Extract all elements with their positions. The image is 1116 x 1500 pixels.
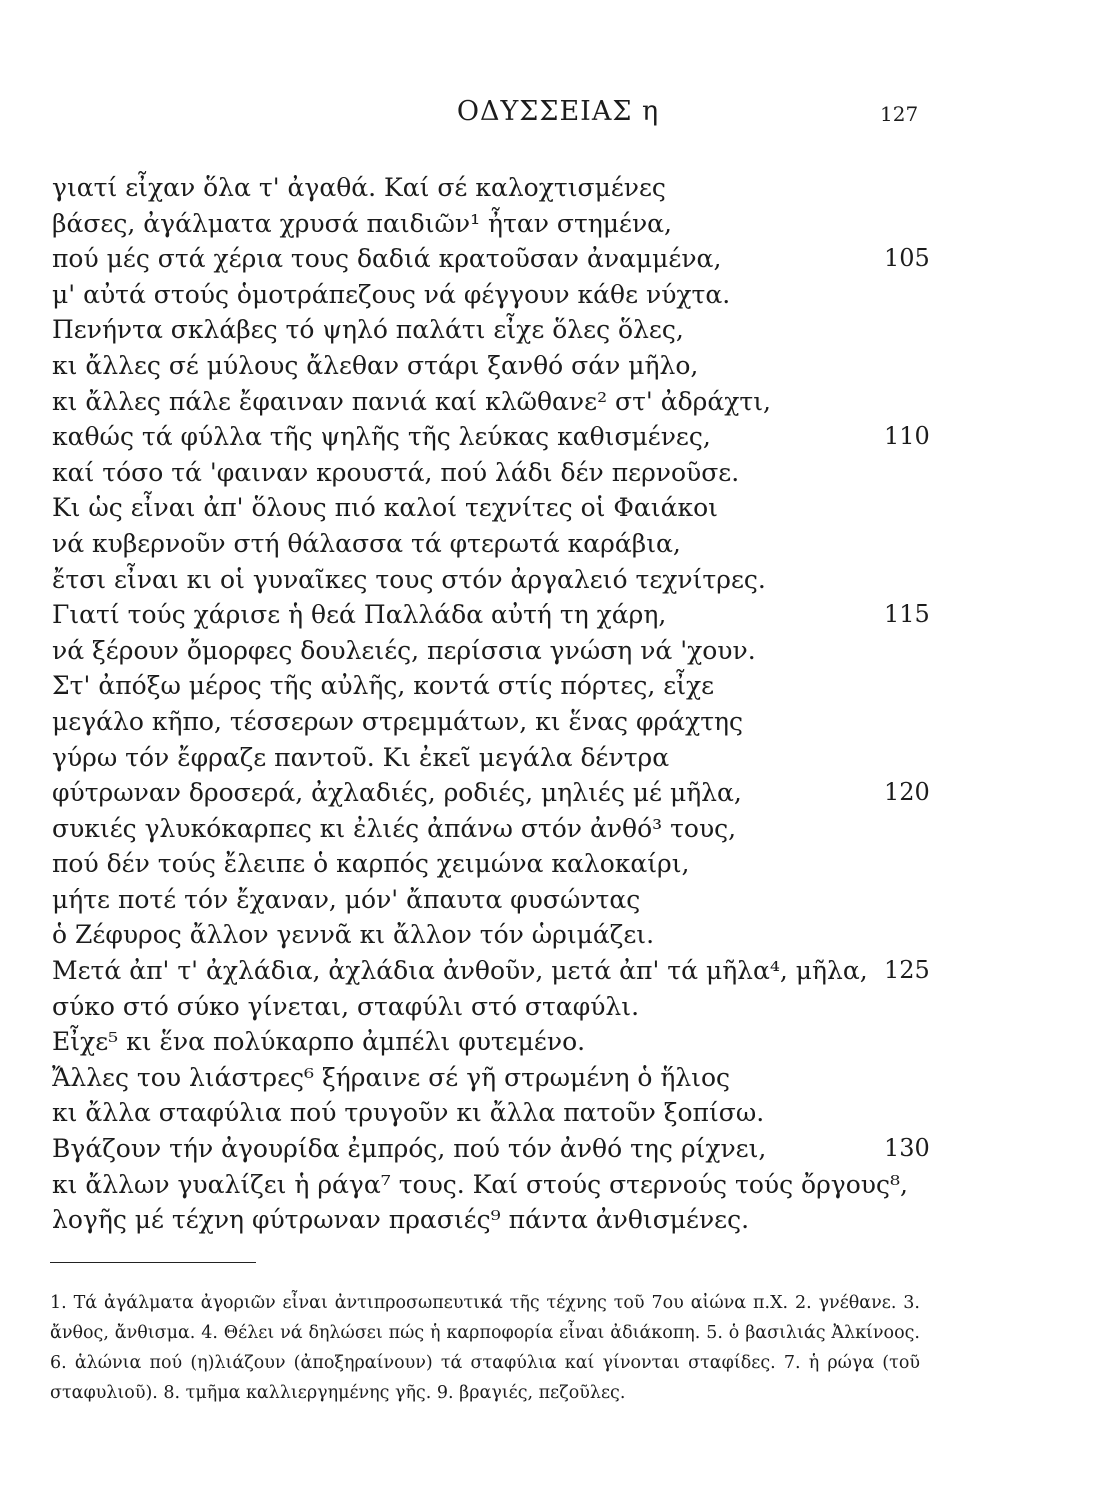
verse-text: πού δέν τούς ἔλειπε ὁ καρπός χειμώνα καλοκαίρι, xyxy=(52,849,690,879)
verse-line xyxy=(52,917,932,953)
line-number: 105 xyxy=(884,244,930,273)
verse-text: Ἄλλες του λιάστρες⁶ ξήραινε σέ γῆ στρωμένη ὁ ἥλιος xyxy=(52,1062,731,1092)
verse-line xyxy=(52,704,932,740)
verse-line xyxy=(52,846,932,882)
verse-line xyxy=(52,1131,932,1167)
verse-text: ἔτσι εἶναι κι οἱ γυναῖκες τους στόν ἀργαλειό τεχνίτρες. xyxy=(52,564,766,594)
verse-text: Εἶχε⁵ κι ἕνα πολύκαρπο ἀμπέλι φυτεμένο. xyxy=(52,1027,586,1057)
verse-text: μ' αὐτά στούς ὁμοτράπεζους νά φέγγουν κάθε νύχτα. xyxy=(52,279,731,309)
footnotes xyxy=(50,1288,920,1408)
verse-text: λογῆς μέ τέχνη φύτρωναν πρασιές⁹ πάντα ἀνθισμένες. xyxy=(52,1205,750,1235)
verse-line xyxy=(52,206,932,242)
verse-text: Κι ὡς εἶναι ἀπ' ὅλους πιό καλοί τεχνίτες οἱ Φαιάκοι xyxy=(52,493,718,523)
verse-text: κι ἄλλες σέ μύλους ἄλεθαν στάρι ξανθό σάν μῆλο, xyxy=(52,350,699,380)
verse-line xyxy=(52,490,932,526)
verse-list xyxy=(52,170,932,1238)
line-number: 125 xyxy=(884,956,930,985)
verse-line xyxy=(52,1202,932,1238)
running-header-title: ΟΔΥΣΣΕΙΑΣ η xyxy=(456,96,660,127)
verse-text: βάσες, ἀγάλματα χρυσά παιδιῶν¹ ἦταν στημένα, xyxy=(52,208,672,238)
verse-text: μήτε ποτέ τόν ἔχαναν, μόν' ἄπαυτα φυσώντας xyxy=(52,884,641,914)
verse-text: γιατί εἶχαν ὅλα τ' ἀγαθά. Καί σέ καλοχτισμένες xyxy=(52,173,666,202)
verse-text: φύτρωναν δροσερά, ἀχλαδιές, ροδιές, μηλιές μέ μῆλα, xyxy=(52,778,742,808)
verse-line xyxy=(52,989,932,1025)
verse-text: ὁ Ζέφυρος ἄλλον γεννᾶ κι ἄλλον τόν ὡριμάζει. xyxy=(52,920,655,950)
verse-line xyxy=(52,348,932,384)
verse-line xyxy=(52,775,932,811)
verse-line xyxy=(52,633,932,669)
verse-text: νά κυβερνοῦν στή θάλασσα τά φτερωτά καράβια, xyxy=(52,528,681,558)
verse-text: καί τόσο τά 'φαιναν κρουστά, πού λάδι δέν περνοῦσε. xyxy=(52,457,740,487)
footnote-divider xyxy=(50,1262,256,1263)
verse-line xyxy=(52,882,932,918)
verse-line xyxy=(52,241,932,277)
verse-text: συκιές γλυκόκαρπες κι ἐλιές ἀπάνω στόν ἀνθό³ τους, xyxy=(52,813,737,843)
verse-text: σύκο στό σύκο γίνεται, σταφύλι στό σταφύλι. xyxy=(52,991,640,1021)
line-number: 130 xyxy=(884,1134,930,1163)
verse-line xyxy=(52,1024,932,1060)
verse-text: Πενήντα σκλάβες τό ψηλό παλάτι εἶχε ὅλες ὅλες, xyxy=(52,315,684,345)
verse-text: καθώς τά φύλλα τῆς ψηλῆς τῆς λεύκας καθισμένες, xyxy=(52,422,711,452)
verse-text: μεγάλο κῆπο, τέσσερων στρεμμάτων, κι ἕνας φράχτης xyxy=(52,706,744,736)
verse-text: κι ἄλλα σταφύλια πού τρυγοῦν κι ἄλλα πατοῦν ξοπίσω. xyxy=(52,1098,765,1128)
verse-line xyxy=(52,170,932,206)
verse-text: κι ἄλλων γυαλίζει ἡ ράγα⁷ τους. Καί στούς στερνούς τούς ὄργους⁸, xyxy=(52,1169,908,1199)
line-number: 115 xyxy=(884,600,930,629)
verse-line xyxy=(52,1167,932,1203)
verse-line xyxy=(52,562,932,598)
verse-text: Μετά ἀπ' τ' ἀχλάδια, ἀχλάδια ἀνθοῦν, μετά ἀπ' τά μῆλα⁴, μῆλα, xyxy=(52,956,868,986)
verse-text: πού μές στά χέρια τους δαδιά κρατοῦσαν ἀναμμένα, xyxy=(52,244,722,274)
verse-line xyxy=(52,1095,932,1131)
verse-line xyxy=(52,597,932,633)
line-number: 120 xyxy=(884,778,930,807)
line-number: 110 xyxy=(884,422,930,451)
verse-text: κι ἄλλες πάλε ἔφαιναν πανιά καί κλῶθανε² στ' ἀδράχτι, xyxy=(52,386,771,416)
verse-text: γύρω τόν ἔφραζε παντοῦ. Κι ἐκεῖ μεγάλα δέντρα xyxy=(52,742,670,772)
verse-text: Γιατί τούς χάρισε ἡ θεά Παλλάδα αὐτή τη χάρη, xyxy=(52,600,667,630)
verse-line xyxy=(52,384,932,420)
verse-line xyxy=(52,419,932,455)
verse-text: Στ' ἀπόξω μέρος τῆς αὐλῆς, κοντά στίς πόρτες, εἶχε xyxy=(52,671,715,701)
verse-text: νά ξέρουν ὄμορφες δουλειές, περίσσια γνώση νά 'χουν. xyxy=(52,635,756,665)
verse-line xyxy=(52,1060,932,1096)
verse-line xyxy=(52,277,932,313)
verse-line xyxy=(52,668,932,704)
verse-line xyxy=(52,312,932,348)
footnotes-text: 1. Τά ἀγάλματα ἀγοριῶν εἶναι ἀντιπροσωπευτικά τῆς τέχνης τοῦ 7ου αἰώνα π.Χ. 2. γνέθανε. 3. ἄνθος, ἄνθισμα. 4. Θέλει νά δηλώσει πώς ἡ καρποφορία εἶναι ἀδιάκοπη. 5. ὁ βασιλιάς Ἀλκίνοος. 6. ἁλώνια πού (η)λιάζουν (ἀποξηραίνουν) τά σταφύλια καί γίνονται σταφίδες. 7. ἡ ρώγα (τοῦ σταφυλιοῦ). 8. τμῆμα καλλιεργημένης γῆς. 9. βραγιές, πεζοῦλες. xyxy=(50,1293,920,1403)
verse-line xyxy=(52,953,932,989)
verse-line xyxy=(52,526,932,562)
verse-text: Βγάζουν τήν ἀγουρίδα ἐμπρός, πού τόν ἀνθό της ρίχνει, xyxy=(52,1134,767,1164)
verse-line xyxy=(52,740,932,776)
verse-line xyxy=(52,811,932,847)
page-number: 127 xyxy=(880,102,919,126)
verse-line xyxy=(52,455,932,491)
